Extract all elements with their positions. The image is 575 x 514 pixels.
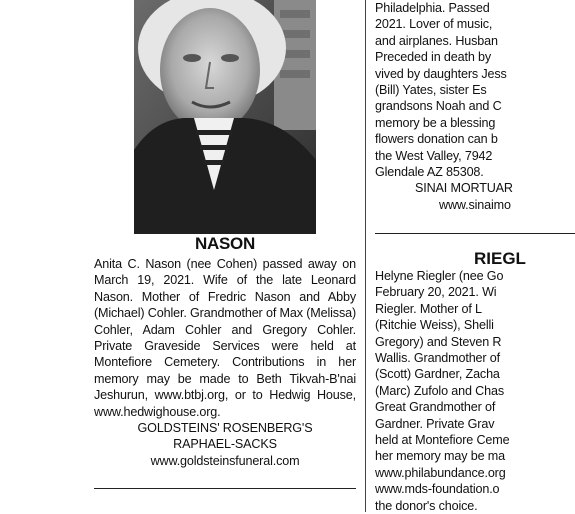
- obituary-photo: [134, 0, 316, 234]
- text-line: Riegler. Mother of L: [375, 301, 482, 316]
- text-line: Gardner. Private Grav: [375, 416, 495, 431]
- text-line: 2021. Lover of music,: [375, 17, 493, 32]
- obituary-nason: [94, 234, 356, 469]
- text-line: and airplanes. Husban: [375, 33, 498, 48]
- text-line: Helyne Riegler (nee Go: [375, 269, 504, 283]
- text-line: grandsons Noah and C: [375, 99, 502, 114]
- obituary-name: NASON: [195, 234, 255, 253]
- text-line: (Marc) Zufolo and Chas: [375, 383, 504, 398]
- obituary-name: RIEGL: [474, 249, 526, 268]
- text-line: the donor's choice.: [375, 498, 478, 513]
- funeral-home-line2: RAPHAEL-SACKS: [173, 437, 277, 452]
- text-line: her memory may be ma: [375, 449, 505, 464]
- text-line: February 20, 2021. Wi: [375, 285, 497, 300]
- mortuary-url: www.sinaimo: [439, 197, 511, 212]
- text-line: vived by daughters Jess: [375, 66, 507, 81]
- text-line: Wallis. Grandmother of: [375, 351, 501, 366]
- divider-rule: [94, 488, 356, 489]
- funeral-home-url: www.goldsteinsfuneral.com: [150, 453, 300, 468]
- text-line: (Scott) Gardner, Zacha: [375, 367, 500, 382]
- text-line: flowers donation can b: [375, 132, 498, 147]
- text-line: Preceded in death by: [375, 50, 492, 65]
- text-line: Glendale AZ 85308.: [375, 165, 484, 180]
- text-line: the West Valley, 7942: [375, 148, 493, 163]
- text-line: Great Grandmother of: [375, 400, 496, 415]
- obituary-body: Anita C. Nason (nee Cohen) passed away on March 19, 2021. Wife of the late Leonard Nason. Mother of Fredric Nason and Abby (Michael) Cohler. Grandmother of Max (Melissa) Cohler, Adam Cohler and Gregory Cohler. Private Graveside Services were held at Montefiore Cemetery. Contributions in her memory may be made to Beth Tikvah-B'nai Jeshurun, www.btbj.org, or to Hedwig House, www.hedwighouse.org.: [94, 257, 356, 419]
- text-line: www.philabundance.org: [375, 465, 506, 480]
- text-line: Gregory) and Steven R: [375, 334, 502, 349]
- portrait-image: [134, 0, 316, 234]
- obituary-riegler: [375, 268, 575, 514]
- mortuary-name: SINAI MORTUAR: [415, 181, 513, 196]
- text-line: www.mds-foundation.o: [375, 482, 500, 497]
- text-line: Philadelphia. Passed: [375, 1, 490, 15]
- column-divider: [365, 0, 366, 512]
- text-line: (Ritchie Weiss), Shelli: [375, 318, 494, 333]
- divider-rule: [375, 233, 575, 234]
- obituary-continued: [375, 0, 575, 213]
- funeral-home-line1: GOLDSTEINS' ROSENBERG'S: [137, 421, 313, 436]
- text-line: (Bill) Yates, sister Es: [375, 83, 487, 98]
- text-line: memory be a blessing: [375, 115, 496, 130]
- text-line: held at Montefiore Ceme: [375, 433, 510, 448]
